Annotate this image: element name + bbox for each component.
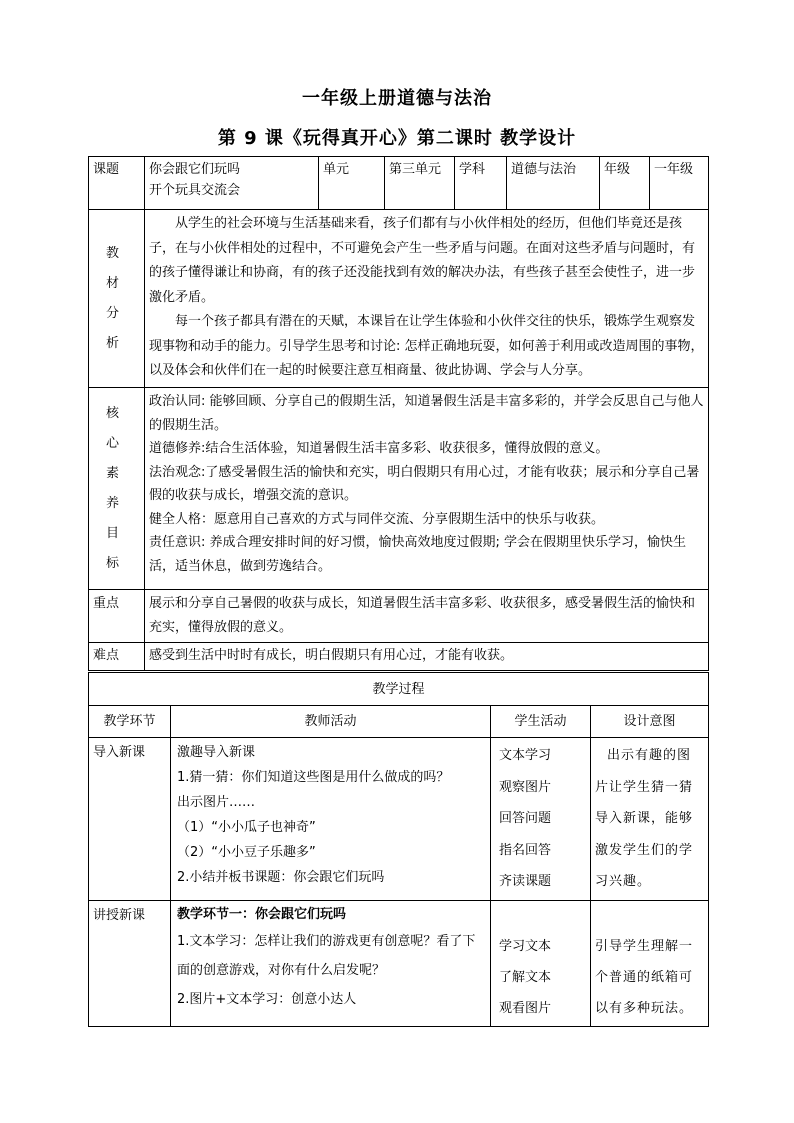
student-line: 齐读课题 [499, 874, 552, 889]
header-stage: 教学环节 [89, 706, 171, 738]
teacher-line: （1）“小小瓜子也神奇” [177, 820, 316, 835]
student-line: 文本学习 [499, 748, 552, 763]
unit-value: 第三单元 [385, 157, 455, 210]
student-line: 指名回答 [499, 842, 552, 858]
student-activity-new-lesson [491, 900, 591, 1026]
key-point-label: 重点 [89, 590, 145, 643]
difficulty-content: 感受到生活中时时有成长，明白假期只有用心过，才能有收获。 [145, 643, 709, 671]
topic-line-1: 你会跟它们玩吗 [149, 162, 241, 177]
core-goal-moral: 道德修养:结合生活体验，知道暑假生活丰富多彩、收获很多，懂得放假的意义。 [149, 441, 609, 456]
topic-line-2: 开个玩具交流会 [149, 183, 241, 198]
lesson-info-table [88, 156, 709, 671]
header-student-activity: 学生活动 [491, 706, 591, 738]
subject-value: 道德与法治 [507, 157, 600, 210]
teacher-line: 出示图片…… [177, 795, 256, 810]
teacher-line: （2）“小小豆子乐趣多” [177, 845, 316, 860]
teacher-heading: 教学环节一：你会跟它们玩吗 [177, 906, 347, 922]
analysis-label [89, 210, 145, 388]
design-intent-intro: 出示有趣的图片让学生猜一猜导入新课，能够激发学生们的学习兴趣。 [591, 738, 709, 901]
core-label-line-3: 目 标 [105, 525, 127, 571]
core-goal-personality: 健全人格：愿意用自己喜欢的方式与同伴交流、分享假期生活中的快乐与收获。 [149, 511, 605, 527]
design-intent-new-lesson: 引导学生理解一个普通的纸箱可以有多种玩法。 [591, 900, 709, 1026]
subject-label: 学科 [455, 157, 507, 210]
topic-label: 课题 [89, 157, 145, 210]
core-goals-label [89, 388, 145, 590]
topic-value [145, 157, 319, 210]
grade-label: 年级 [600, 157, 650, 210]
process-title: 教学过程 [89, 673, 709, 706]
header-design-intent: 设计意图 [591, 706, 709, 738]
key-point-content: 展示和分享自己暑假的收获与成长，知道暑假生活丰富多彩、收获很多，感受暑假生活的愉快和充实，懂得放假的意义。 [145, 590, 709, 643]
difficulty-label: 难点 [89, 643, 145, 671]
header-teacher-activity: 教师活动 [171, 706, 491, 738]
analysis-label-line-1: 教 材 [105, 245, 127, 291]
grade-value: 一年级 [650, 157, 709, 210]
analysis-content [145, 210, 709, 388]
student-line: 学习文本 [499, 938, 552, 954]
teacher-line: 2.小结并板书课题：你会跟它们玩吗 [177, 870, 385, 885]
stage-new-lesson: 讲授新课 [89, 900, 171, 1026]
analysis-paragraph-2: 每一个孩子都具有潜在的天赋，本课旨在让学生体验和小伙伴交往的快乐，锻炼学生观察发现事物和动手的能力。引导学生思考和讨论: 怎样正确地玩耍，如何善于利用或改造周围的事物，以及体会和伙伴们在一起的时候要注意互相商量、彼此协调、学会与人分享。 [149, 314, 704, 378]
document-title: 一年级上册道德与法治 [302, 88, 492, 109]
teacher-line: 1.文本学习：怎样让我们的游戏更有创意呢？看了下面的创意游戏，对你有什么启发呢？ [177, 933, 476, 978]
teacher-activity-intro [171, 738, 491, 901]
core-label-line-2: 素 养 [105, 465, 127, 511]
student-line: 回答问题 [499, 811, 552, 826]
core-goals-content [145, 388, 709, 590]
analysis-paragraph-1: 从学生的社会环境与生活基础来看，孩子们都有与小伙伴相处的经历，但他们毕竟还是孩子，在与小伙伴相处的过程中，不可避免会产生一些矛盾与问题。在面对这些矛盾与问题时，有的孩子懂得谦让和协商，有的孩子还没能找到有效的解决办法，有些孩子甚至会使性子，进一步激化矛盾。 [149, 216, 696, 305]
core-goal-political: 政治认同: 能够回顾、分享自己的假期生活，知道暑假生活是丰富多彩的，并学会反思自己与他人的假期生活。 [149, 394, 704, 433]
core-label-line-1: 核 心 [105, 405, 127, 451]
student-line: 观看图片 [499, 1000, 552, 1016]
teaching-process-table [88, 672, 709, 1027]
teacher-line: 激趣导入新课 [177, 745, 256, 760]
teacher-activity-new-lesson [171, 900, 491, 1026]
teacher-line: 1.猜一猜：你们知道这些图是用什么做成的吗？ [177, 770, 450, 785]
analysis-label-line-2: 分 析 [105, 305, 127, 351]
teacher-line: 2.图片+文本学习：创意小达人 [177, 991, 357, 1007]
student-line: 了解文本 [499, 969, 552, 985]
unit-label: 单元 [319, 157, 385, 210]
lesson-title: 第 9 课《玩得真开心》第二课时 教学设计 [217, 128, 577, 149]
core-goal-responsibility: 责任意识: 养成合理安排时间的好习惯，愉快高效地度过假期; 学会在假期里快乐学习，愉快生活，适当休息，做到劳逸结合。 [149, 535, 687, 574]
student-line: 观察图片 [499, 779, 552, 795]
core-goal-law: 法治观念:了感受暑假生活的愉快和充实，明白假期只有用心过，才能有收获；展示和分享自己暑假的收获与成长，增强交流的意识。 [149, 464, 700, 503]
student-activity-intro [491, 738, 591, 901]
stage-intro: 导入新课 [89, 738, 171, 901]
